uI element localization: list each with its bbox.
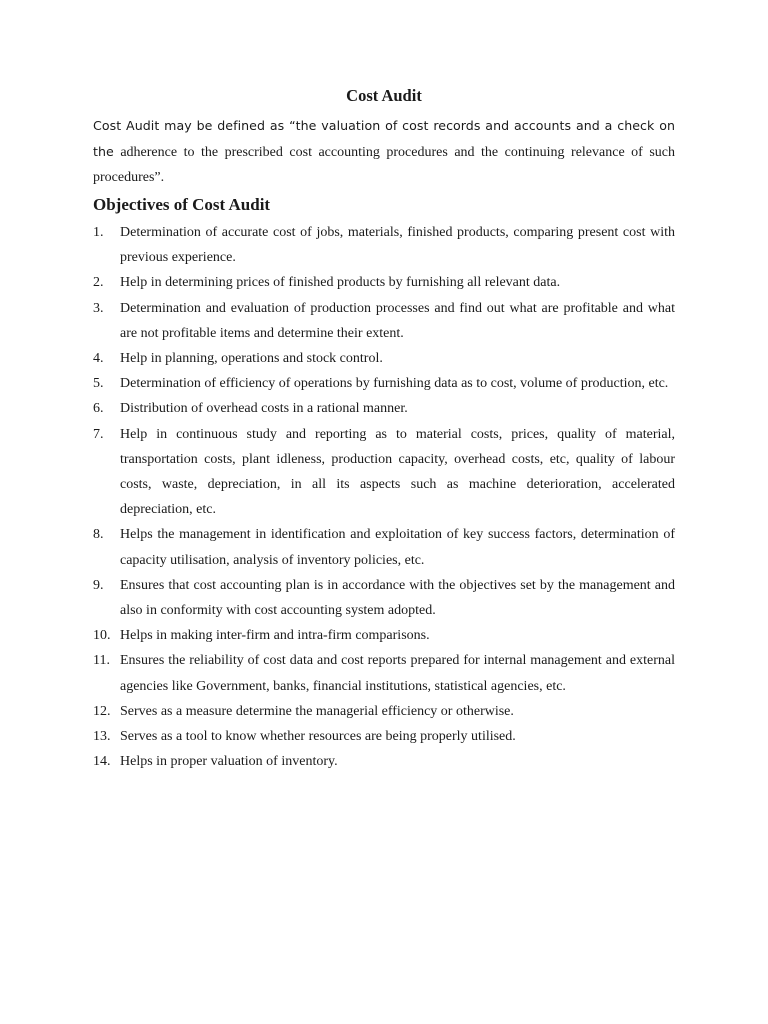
objective-text: Helps the management in identification and exploitation of key success factors, determination of capacity utilisation, analysis of inventory policies, etc. — [120, 527, 675, 568]
objective-item — [93, 648, 675, 698]
page-title: Cost Audit — [346, 86, 422, 105]
objective-text: Determination and evaluation of production processes and find out what are profitable and what are not profitable items and determine their extent. — [120, 300, 675, 341]
objective-text: Helps in proper valuation of inventory. — [120, 754, 338, 770]
objective-text: Help in planning, operations and stock control. — [120, 351, 383, 367]
objective-number: 13. — [93, 729, 111, 745]
objective-text: Determination of efficiency of operations by furnishing data as to cost, volume of production, etc. — [120, 376, 669, 392]
objective-item — [93, 270, 675, 295]
objective-number: 11. — [93, 653, 110, 669]
section-heading: Objectives of Cost Audit — [93, 195, 271, 214]
objective-number: 7. — [93, 426, 104, 442]
objective-item — [93, 749, 675, 774]
objective-item — [93, 422, 675, 523]
objective-number: 14. — [93, 754, 111, 770]
intro-paragraph — [93, 113, 675, 190]
objective-item — [93, 699, 675, 724]
objective-text: Serves as a measure determine the managerial efficiency or otherwise. — [120, 703, 514, 719]
intro-rest-text: adherence to the prescribed cost accounting procedures and the continuing relevance of such procedures”. — [93, 145, 676, 185]
intro-lead-text: Cost Audit may be defined as “the valuation of cost records and accounts and a check on the — [93, 118, 675, 159]
objective-number: 3. — [93, 300, 104, 316]
objective-number: 9. — [93, 577, 104, 593]
objective-item — [93, 724, 675, 749]
objective-item — [93, 371, 675, 396]
objective-item — [93, 220, 675, 270]
objective-text: Help in continuous study and reporting as to material costs, prices, quality of material, transportation costs, plant idleness, production capacity, overhead costs, etc, quality of labour costs, waste, depreciation, in all its aspects such as machine deterioration, accelerated depreciation, etc. — [120, 426, 675, 518]
objectives-list — [93, 220, 675, 774]
objective-item — [93, 296, 675, 346]
objective-text: Ensures that cost accounting plan is in accordance with the objectives set by the management and also in conformity with cost accounting system adopted. — [120, 577, 675, 619]
objective-text: Distribution of overhead costs in a rational manner. — [120, 401, 408, 417]
objective-item — [93, 522, 675, 572]
objective-item — [93, 573, 675, 623]
objective-text: Ensures the reliability of cost data and cost reports prepared for internal management and external agencies like Government, banks, financial institutions, statistical agencies, etc. — [120, 653, 675, 694]
objective-item — [93, 396, 675, 421]
objective-item — [93, 623, 675, 648]
objective-text: Helps in making inter-firm and intra-firm comparisons. — [120, 628, 430, 644]
objective-text: Help in determining prices of finished products by furnishing all relevant data. — [120, 275, 561, 291]
objective-text: Determination of accurate cost of jobs, materials, finished products, comparing present cost with previous experience. — [120, 225, 675, 266]
objective-number: 10. — [93, 628, 111, 644]
objective-number: 1. — [93, 225, 104, 240]
objective-number: 5. — [93, 376, 104, 392]
document-page — [93, 84, 675, 774]
objective-item — [93, 346, 675, 371]
objective-number: 12. — [93, 703, 111, 719]
objective-number: 4. — [93, 351, 104, 367]
objective-text: Serves as a tool to know whether resources are being properly utilised. — [120, 729, 516, 745]
objective-number: 8. — [93, 527, 104, 543]
objective-number: 6. — [93, 401, 104, 417]
objective-number: 2. — [93, 275, 104, 291]
